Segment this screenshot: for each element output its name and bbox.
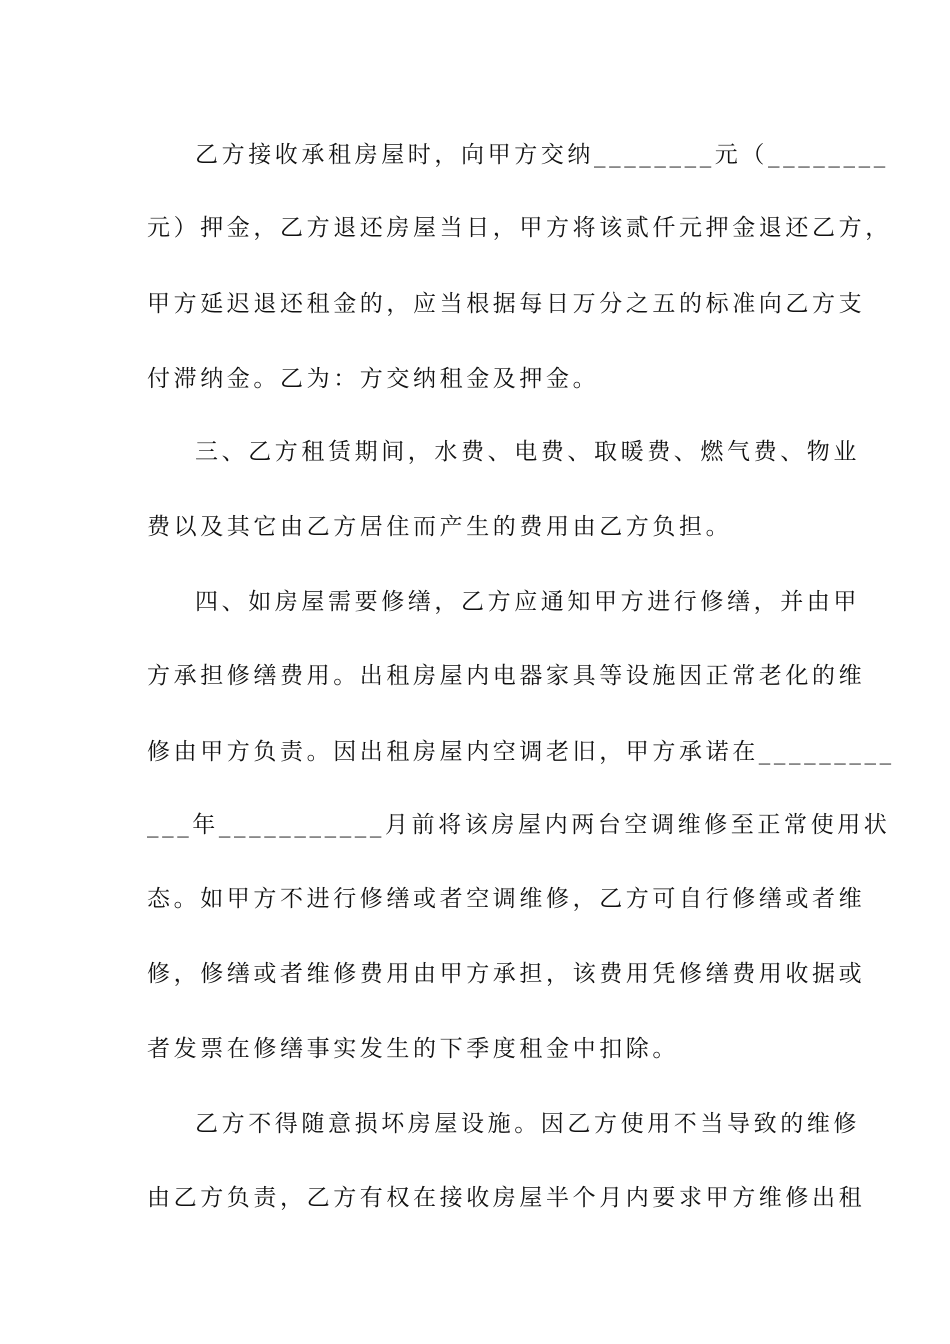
text-line: ___年___________月前将该房屋内两台空调维修至正常使用状: [147, 812, 891, 838]
text-line: 乙方接收承租房屋时，向甲方交纳________元（________: [195, 142, 889, 168]
text-line: 四、如房屋需要修缮，乙方应通知甲方进行修缮，并由甲: [195, 589, 860, 615]
text-line: 乙方不得随意损坏房屋设施。因乙方使用不当导致的维修: [195, 1111, 860, 1137]
text-line: 修由甲方负责。因出租房屋内空调老旧，甲方承诺在_________: [147, 739, 895, 765]
text-line: 方承担修缮费用。出租房屋内电器家具等设施因正常老化的维: [147, 663, 866, 689]
text-line: 修，修缮或者维修费用由甲方承担，该费用凭修缮费用收据或: [147, 961, 866, 987]
text-line: 者发票在修缮事实发生的下季度租金中扣除。: [147, 1036, 679, 1062]
text-line: 由乙方负责，乙方有权在接收房屋半个月内要求甲方维修出租: [147, 1185, 866, 1211]
text-line: 三、乙方租赁期间，水费、电费、取暖费、燃气费、物业: [195, 439, 860, 465]
text-line: 元）押金，乙方退还房屋当日，甲方将该贰仟元押金退还乙方，: [147, 215, 892, 241]
text-line: 甲方延迟退还租金的，应当根据每日万分之五的标准向乙方支: [147, 291, 866, 317]
text-line: 付滞纳金。乙为：方交纳租金及押金。: [147, 366, 600, 392]
text-line: 态。如甲方不进行修缮或者空调维修，乙方可自行修缮或者维: [147, 886, 866, 912]
text-line: 费以及其它由乙方居住而产生的费用由乙方负担。: [147, 514, 733, 540]
